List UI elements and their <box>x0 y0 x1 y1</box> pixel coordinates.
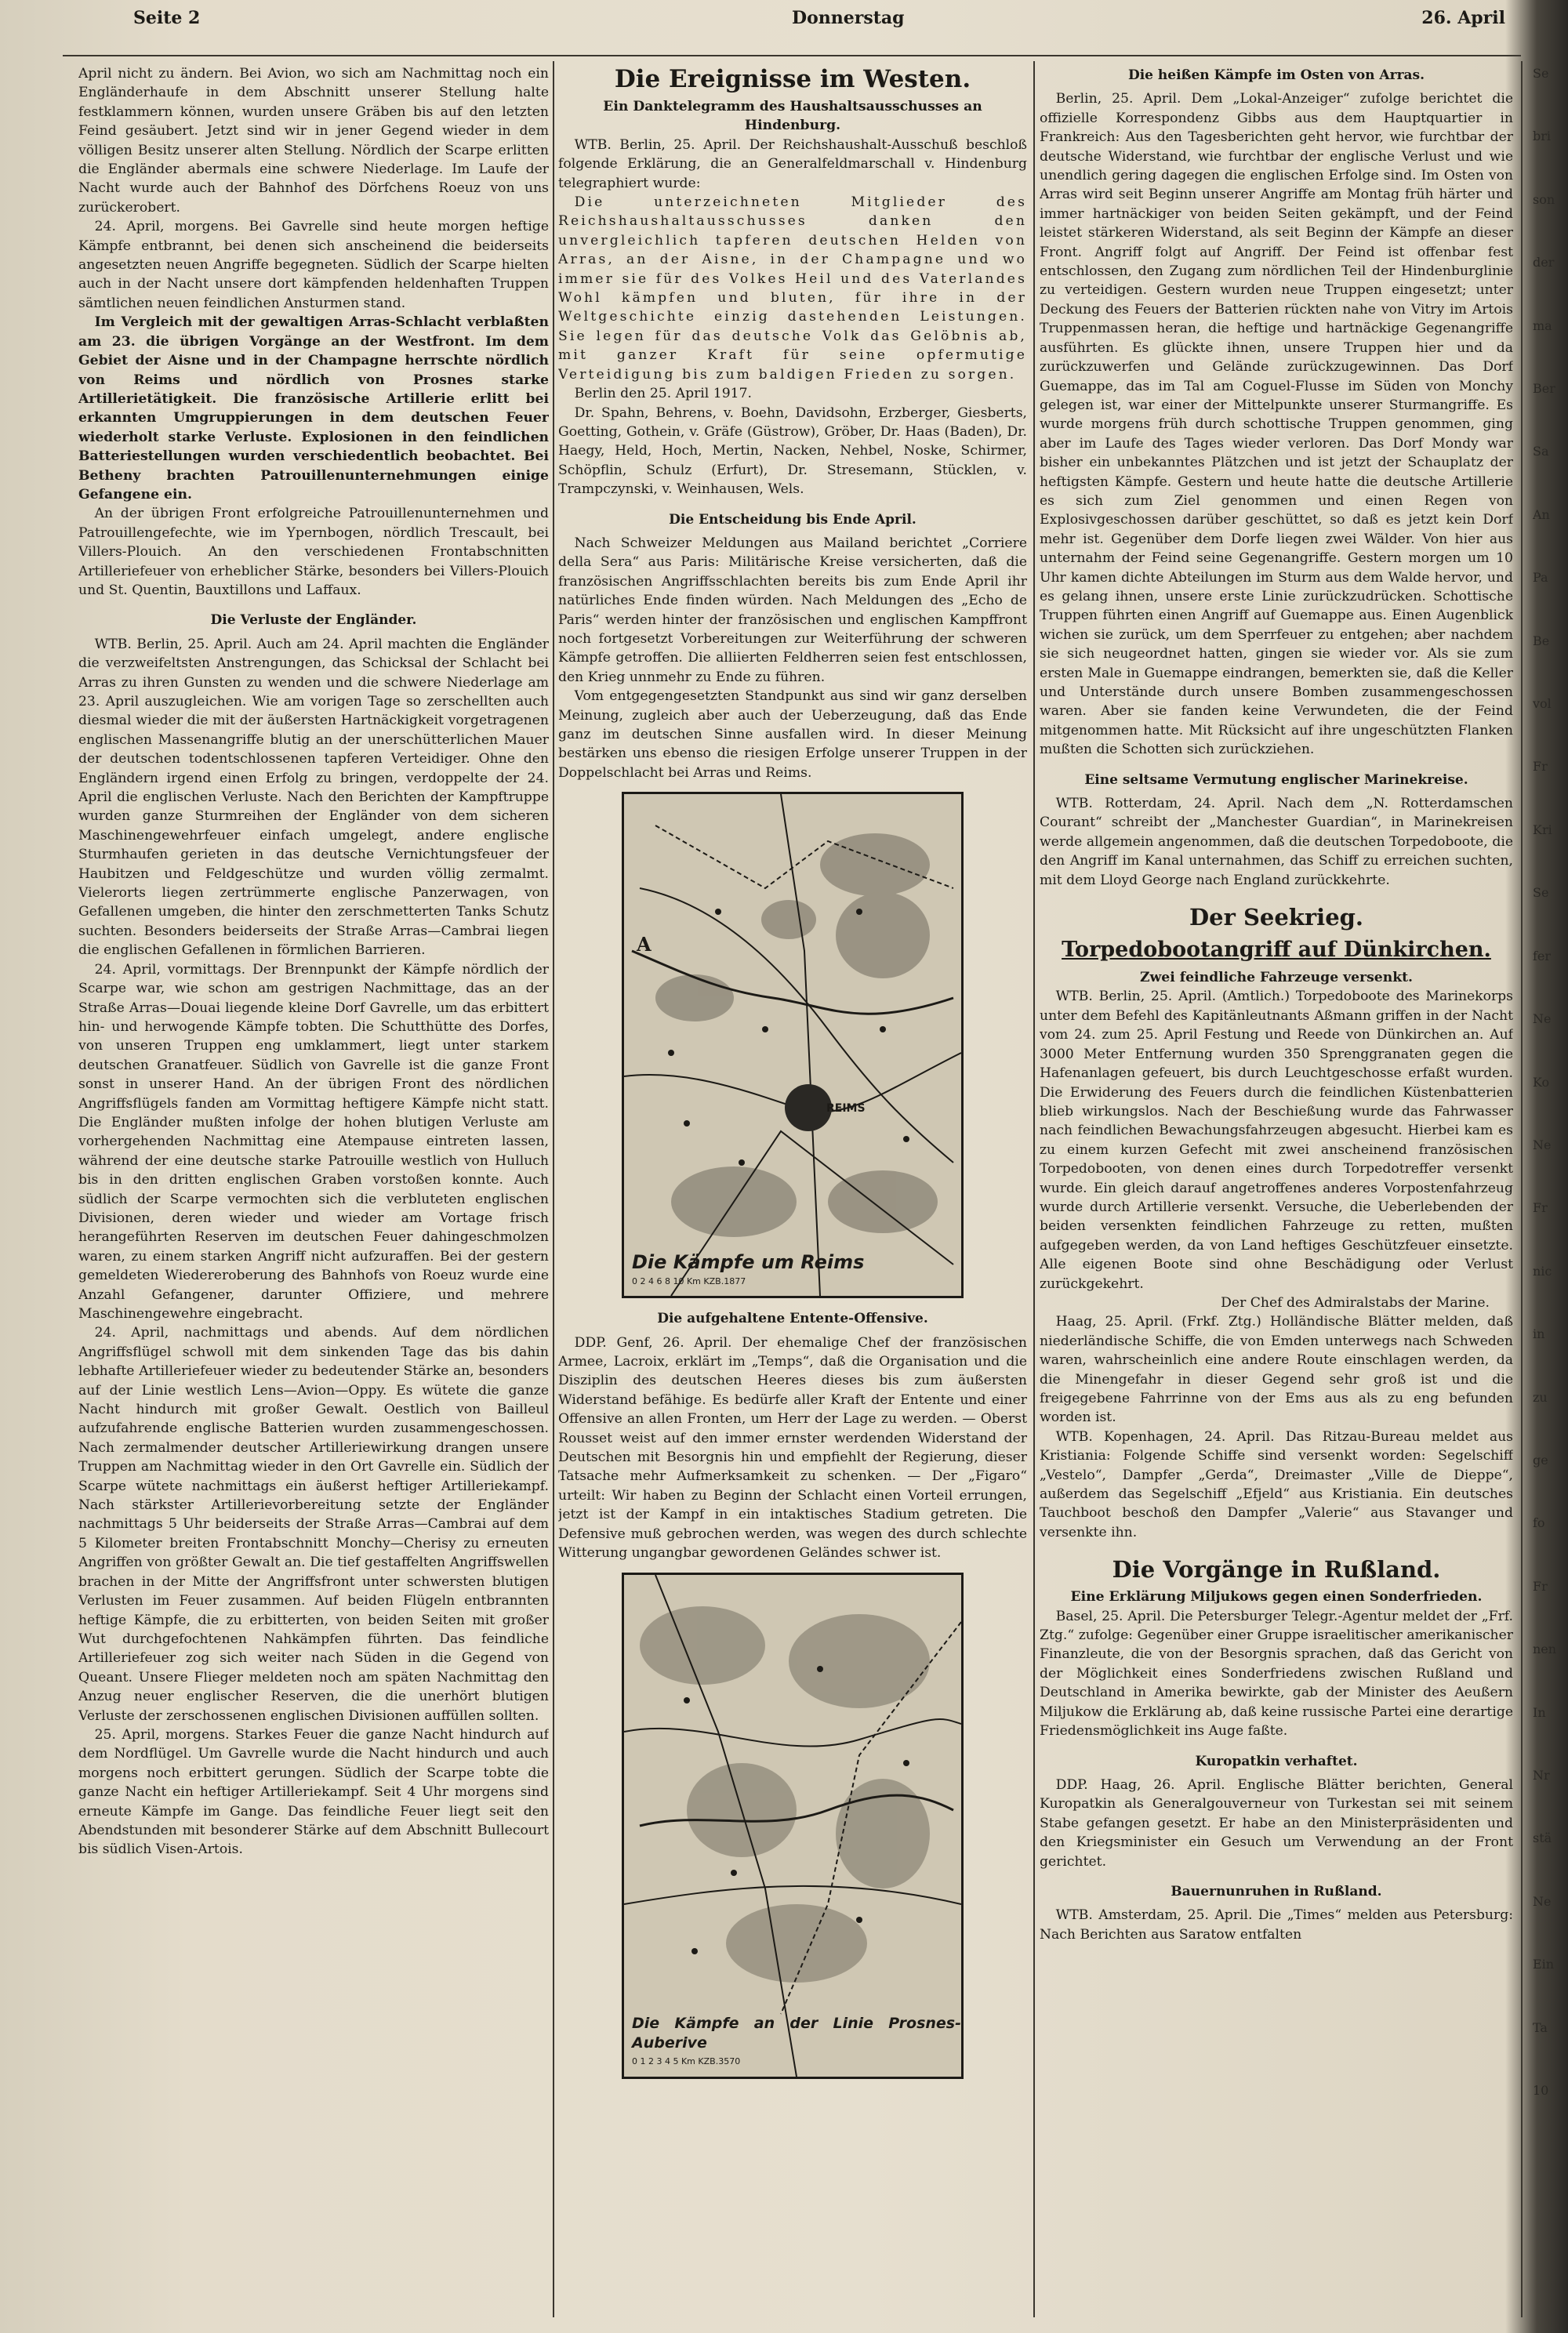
article-title: Der Seekrieg. <box>1189 904 1364 931</box>
cut-off-column <box>1533 64 1564 2302</box>
paragraph: Berlin den 25. April 1917. <box>574 386 752 402</box>
edge-fragment: An <box>1533 506 1550 522</box>
paragraph: Berlin, 25. April. Dem „Lokal-Anzeiger“ zufolge berichtet die offizielle Korrespondenz Gibbs aus dem Hauptquartier in Frankreich: Aus den Tagesberichten geht hervor, wie furchtbar der deutsche Widerstand, wie furchtbar der englische Verlust und wie unendlich gering dagegen die englischen Erfolge sind. Im Osten von Arras wird seit Beginn unserer Angriffe am Montag früh härter und immer hartnäckiger von beiden Seiten gekämpft, und der Feind leistet stärkeren Widerstand, als seit Beginn der Kämpfe an dieser Front. Angriff folgt auf Angriff. Der Feind ist offenbar fest entschlossen, den Zugang zum nördlichen Teil der Hindenburglinie zu verteidigen. Gestern wurden neue Truppen eingesetzt; unter Deckung des Feuers der Batterien rückten nahe von Vitry im Artois Truppenmassen heran, die heftige und hartnäckige Gegenangriffe ausführten. Es glückte ihnen, unsere Truppen hier und da zurückzuwerfen und Gelände zurückzugewinnen. Das Dorf Guemappe, das im Tal am Coguel-Flusse im Süden von Monchy gelegen ist, war einer der Mittelpunkte unserer Sturmangriffe. Es wurde morgens früh durch schottische Truppen genommen, ging aber im Laufe des Tages wieder verloren. Das Dorf Mondy war bisher ein unbekanntes Plätzchen und ist jetzt der Schauplatz der heftigsten Kämpfe. Gestern und heute hatte die deutsche Artillerie es sich zum Ziel genommen und einen Regen von Explosivgeschossen darüber geschüttet, so daß es jetzt kein Dorf mehr ist. Gegenüber dem Dorfe liegen zwei Wälder. Von hier aus unternahm der Feind seine Gegenangriffe. Gestern morgen um 10 Uhr kamen dichte Abteilungen im Sturm aus dem Walde hervor, und es gelang ihnen, unsere erste Linie zurückzudrücken. Schottische Truppen führten einen Angriff auf Guemappe aus. Einen Augenblick wichen sie zurück, um dem Sperrfeuer zu entgehen; aber nachdem sie sich neugeordnet hatten, gingen sie wieder vor. Als sie zum ersten Male in Guemappe eindrangen, bemerkten sie, daß die Keller und Unterstände durch unsere Bomben zusammengeschossen waren. Aber sie fanden keine Verwundeten, die der Feind mitgenommen hatte. Mit Rücksicht auf ihre ungeschützten Flanken mußten die Schotten sich zurückziehen. <box>1040 91 1513 758</box>
edge-fragment: ge <box>1533 1452 1548 1468</box>
column-rule <box>1521 61 1523 2317</box>
map-reference: KZB.3570 <box>698 2056 741 2067</box>
edge-fragment: vol <box>1533 696 1552 712</box>
section-heading: Die aufgehaltene Entente-Offensive. <box>657 1311 928 1327</box>
map-city-label: REIMS <box>826 1102 866 1116</box>
article-subtitle: Eine Erklärung Miljukows gegen einen Sonderfrieden. <box>1070 1589 1483 1606</box>
map-scale-label: 0 1 2 3 4 5 Km <box>632 2056 695 2067</box>
edge-fragment: fer <box>1533 948 1552 963</box>
paragraph: WTB. Berlin, 25. April. (Amtlich.) Torpedoboote des Marinekorps unter dem Befehl des Kapitänleutnants Aßmann griffen in der Nacht vom 24. zum 25. April Festung und Reede von Dünkirchen an. Auf 3000 Meter Entfernung wurden 350 Sprenggranaten gegen die Hafenanlagen gefeuert, bis durch Leuchtgeschosse erfaßt wurden. Die Erwiderung des Feuers durch die feindlichen Küstenbatterien blieb wirkungslos. Nach der Beschießung wurde das Fahrwasser nach feindlichen Bewachungsfahrzeugen abgesucht. Hierbei kam es zu einem kurzen Gefecht mit zwei anscheinend französischen Torpedobooten, von denen eines durch Torpedotreffer versenkt wurde. Ein gleich darauf angetroffenes anderes Vorpostenfahrzeug wurde durch Artillerie versenkt. Versuche, die Ueberlebenden der beiden versenkten feindlichen Fahrzeuge zu retten, mußten aufgegeben werden, da von Land heftiges Geschützfeuer einsetzte. Alle eigenen Boote sind ohne Beschädigung oder Verlust zurückgekehrt. <box>1040 989 1513 1292</box>
column-2 <box>558 64 1027 2302</box>
header-rule <box>63 55 1521 56</box>
paragraph: DDP. Haag, 26. April. Englische Blätter berichten, General Kuropatkin als Generalgouverneur von Turkestan sei mit seinem Stabe gefangen gesetzt. Er habe an den Ministerpräsidenten und den Kriegsminister ein Gesuch um Verwendung an der Front gerichtet. <box>1040 1776 1513 1870</box>
edge-fragment: Ne <box>1533 1137 1552 1152</box>
paragraph: Basel, 25. April. Die Petersburger Telegr.-Agentur meldet der „Frf. Ztg.“ zufolge: Gegenüber einer Gruppe israelitischer amerikanischer Finanzleute, die von der Besorgnis sprachen, daß das Gericht von der Möglichkeit eines Sonderfriedens zwischen Rußland und Deutschland in Amerika bewirkte, gab der Minister des Aeußern Miljukow die Erklärung ab, daß keine russische Partei eine derartige Friedensmöglichkeit ins Auge faßte. <box>1040 1608 1513 1740</box>
edge-fragment: zu <box>1533 1389 1548 1405</box>
edge-fragment: in <box>1533 1326 1545 1342</box>
edge-fragment: Pa <box>1533 570 1548 586</box>
map-reims <box>622 792 964 1298</box>
weekday: Donnerstag <box>792 8 905 28</box>
signatories: Dr. Spahn, Behrens, v. Boehn, Davidsohn, Erzberger, Giesberts, Goetting, Gothein, v. Gräfe (Güstrow), Gröber, Dr. Haas (Baden), Dr. Haegy, Held, Hoch, Mertin, Nacken, Nehbel, Noske, Schirmer, Schöpflin, Schulz (Erfurt), Dr. Stresemann, Stücklen, v. Trampczynski, v. Weinhausen, Wels. <box>558 405 1027 498</box>
edge-fragment: Ne <box>1533 1893 1552 1909</box>
paragraph: April nicht zu ändern. Bei Avion, wo sich am Nachmittag noch ein Engländerhaufe in dem Abschnitt unserer Stellung halte festklammern können, wurden unsere Gräben bis auf den letzten Feind gesäubert. Jetzt sind wir in jener Gegend wieder in dem völligen Besitz unserer alten Stellung. Nördlich der Scarpe erlitten die Engländer abermals eine schwere Niederlage. Im Laufe der Nacht wurde auch der Bahnhof des Dörfchens Roeuz von uns zurückerobert. <box>78 66 549 216</box>
page-header <box>31 5 1505 31</box>
paragraph: WTB. Rotterdam, 24. April. Nach dem „N. Rotterdamschen Courant“ schreibt der „Manchester Guardian“, in Marinekreisen werde allgemein angenommen, daß die deutschen Torpedoboote, die den Angriff im Kanal unternahmen, das Schiff zu erreichen suchten, mit dem Lloyd George nach England zurückkehrte. <box>1040 796 1513 888</box>
edge-fragment: In <box>1533 1704 1546 1720</box>
column-3 <box>1040 64 1513 2302</box>
edge-fragment: bri <box>1533 129 1552 144</box>
map-scale <box>632 1272 864 1291</box>
edge-fragment: nen <box>1533 1642 1557 1657</box>
paragraph: Vom entgegengesetzten Standpunkt aus sind wir ganz derselben Meinung, zugleich aber auch der Ueberzeugung, daß das Ende ganz im deutschen Sinne ausfallen wird. In dieser Meinung bestärken uns ebenso die riesigen Erfolge unserer Truppen in der Doppelschlacht bei Arras und Reims. <box>558 688 1027 781</box>
edge-fragment: son <box>1533 191 1555 207</box>
map-scale <box>632 2052 961 2071</box>
column-1 <box>78 64 549 2302</box>
article-subtitle: Ein Danktelegramm des Haushaltsausschusses an Hindenburg. <box>603 99 982 134</box>
column-rule <box>553 61 554 2317</box>
section-heading: Kuropatkin verhaftet. <box>1195 1753 1358 1769</box>
edge-fragment: Se <box>1533 66 1549 81</box>
edge-fragment: Se <box>1533 885 1549 901</box>
edge-fragment: Nr <box>1533 1767 1550 1783</box>
map-title: Die Kämpfe um Reims <box>632 1251 865 1274</box>
column-rule <box>1033 61 1035 2317</box>
paragraph: Nach Schweizer Meldungen aus Mailand berichtet „Corriere della Sera“ aus Paris: Militärische Kreise versicherten, daß die französischen Angriffsschlachten bereits bis zum Ende April ihr natürliches Ende finden würden. Nach Meldungen des „Echo de Paris“ werden hinter der französischen und englischen Kampffront noch fortgesetzt Vorbereitungen zur Weiterführung der schweren Kämpfe getroffen. Die alliierten Feldherren seien fest entschlossen, den Krieg unnmehr zu Ende zu führen. <box>558 535 1027 685</box>
edge-fragment: nic <box>1533 1263 1552 1279</box>
paragraph: DDP. Genf, 26. April. Der ehemalige Chef der französischen Armee, Lacroix, erklärt im „Temps“, daß die Organisation und die Disziplin des deutschen Heeres dieses bis zum äußersten Widerstand befähige. Es bedürfe aller Kraft der Entente und einer Offensive an allen Fronten, um Herr der Lage zu werden. — Oberst Rousset weist auf den immer ernster werdenden Widerstand der Deutschen mit Besorgnis hin und empfiehlt der Regierung, dieser Tatsache mehr Aufmerksamkeit zu schenken. — Der „Figaro“ urteilt: Wir haben zu Beginn der Schlacht einen Vorteil errungen, jetzt ist der Kampf in ein intaktisches Stadium getreten. Die Defensive muß gebrochen werden, was wegen des durch schlechte Witterung ungangbar gewordenen Geländes schwer ist. <box>558 1334 1027 1562</box>
edge-fragment: Ko <box>1533 1074 1550 1090</box>
date: 26. April <box>1421 8 1505 28</box>
paragraph: Im Vergleich mit der gewaltigen Arras-Schlacht verblaßten am 23. die übrigen Vorgänge an der Westfront. Im dem Gebiet der Aisne und in der Champagne herrschte nördlich von Reims und nördlich von Prosnes starke Artillerietätigkeit. Die französische Artillerie erlitt bei erkannten Umgruppierungen in dem deutschen Feuer wiederholt starke Verluste. Explosionen in den feindlichen Batteriestellungen wurden verschiedentlich beobachtet. Bei Betheny brachten Patrouillenunternehmungen einige Gefangene ein. <box>78 314 549 503</box>
paragraph: 25. April, morgens. Starkes Feuer die ganze Nacht hindurch auf dem Nordflügel. Um Gavrelle wurde die Nacht hindurch und auch morgens noch erbittert gerungen. Südlich der Scarpe tobte die ganze Nacht ein heftiger Artilleriekampf. Seit 4 Uhr morgens sind erneute Kämpfe im Gange. Das feindliche Feuer liegt seit den Abendstunden mit besonderer Stärke auf dem Abschnitt Bullecourt bis südlich Visen-Artois. <box>78 1726 549 1858</box>
edge-fragment: 10 <box>1533 2083 1549 2098</box>
edge-fragment: der <box>1533 255 1555 270</box>
map-reference: KZB.1877 <box>703 1275 746 1286</box>
edge-fragment: Ber <box>1533 381 1555 397</box>
paragraph: WTB. Kopenhagen, 24. April. Das Ritzau-Bureau meldet aus Kristiania: Folgende Schiffe sind versenkt worden: Segelschiff „Vestelo“, Dampfer „Gerda“, Dreimaster „Ville de Dieppe“, außerdem das Segelschiff „Efjeld“ aus Kristiania. Ein deutsches Tauchboot beschoß den Dampfer „Valerie“ aus Stavanger und versenkte ihn. <box>1040 1428 1513 1540</box>
section-heading: Bauernunruhen in Rußland. <box>1171 1883 1382 1899</box>
section-heading: Die Entscheidung bis Ende April. <box>669 511 916 528</box>
edge-fragment: Fr <box>1533 1200 1548 1216</box>
paragraph: WTB. Berlin, 25. April. Der Reichshaushalt-Ausschuß beschloß folgende Erklärung, die an Generalfeldmarschall v. Hindenburg telegraphiert wurde: <box>558 136 1027 191</box>
map-caption <box>632 1253 864 1291</box>
article-subtitle: Zwei feindliche Fahrzeuge versenkt. <box>1139 970 1414 986</box>
page-number: Seite 2 <box>133 8 201 28</box>
paragraph: 24. April, nachmittags und abends. Auf dem nördlichen Angriffsflügel schwoll mit dem sinkenden Tage das bis dahin lebhafte Artilleriefeuer wieder zu bedeutender Stärke an, besonders auf der Linie westlich Lens—Avion—Oppy. Es wütete die ganze Nacht hindurch mit großer Gewalt. Oestlich von Bailleul aufzufahrende englische Batterien wurden zusammengeschossen. Nach zermalmender deutscher Artilleriewirkung drangen unsere Truppen am Nachmittag wieder in den Ort Gavrelle ein. Südlich der Scarpe wütete nachmittags ein äußerst heftiger Artilleriekampf. Nach stärkster Artillerievorbereitung setzte der Engländer nachmittags 5 Uhr beiderseits der Straße Arras—Cambrai auf dem 5 Kilometer breiten Frontabschnitt Monchy—Cherisy zu erneuten Angriffen von größter Gewalt an. Die tief gestaffelten Angriffswellen brachen in der Mitte der Angriffsfront unter schwersten blutigen Verlusten im Feuer zusammen. Auf beiden Flügeln entbrannten heftige Kämpfe, die zu erbitterten, von beiden Seiten mit großer Wut durchgefochtenen Nahkämpfen führten. Das feindliche Artilleriefeuer zog sich weiter nach Süden in die Gegend von Queant. Unsere Flieger meldeten noch am späten Nachmittag den Anzug neuer englischer Reserven, die die unerhört blutigen Verluste der zerschossenen englischen Divisionen auffüllen sollten. <box>78 1325 549 1724</box>
edge-fragment: Kri <box>1533 822 1552 837</box>
svg-text:A: A <box>637 933 652 956</box>
edge-fragment: Sa <box>1533 444 1549 459</box>
edge-fragment: Ne <box>1533 1011 1552 1027</box>
section-heading: Eine seltsame Vermutung englischer Marinekreise. <box>1084 771 1468 788</box>
paragraph: Die unterzeichneten Mitglieder des Reichshaushaltausschusses danken den unvergleichlich tapferen deutschen Helden von Arras, an der Aisne, in der Champagne und wo immer sie für des Volkes Heil und des Vaterlandes Wohl kämpfen und bluten, für ihre in der Weltgeschichte einzig dastehenden Leistungen. Sie legen für das deutsche Volk das Gelöbnis ab, mit ganzer Kraft für seine opfermutige Verteidigung bis zum baldigen Frieden zu sorgen. <box>558 194 1027 383</box>
edge-fragment: Fr <box>1533 1578 1548 1594</box>
paragraph: Haag, 25. April. (Frkf. Ztg.) Holländische Blätter melden, daß niederländische Schiffe, die von Emden unterwegs nach Schweden waren, wahrscheinlich eine andere Route einschlagen werden, da die Minengefahr in dieser Gegend sehr groß ist und die freigegebene Fahrrinne von der Ems aus als zu eng befunden worden ist. <box>1040 1314 1513 1426</box>
map-reims-drawing <box>624 794 961 1296</box>
edge-fragment: Fr <box>1533 759 1548 775</box>
paragraph: WTB. Berlin, 25. April. Auch am 24. April machten die Engländer die verzweifeltsten Anstrengungen, das Schicksal der Schlacht bei Arras zu ihren Gunsten zu wenden und die schwere Niederlage am 23. April auszugleichen. Wie am vorigen Tage so zerschellten auch diesmal wieder die mit der äußersten Hartnäckigkeit vorgetragenen englischen Massenangriffe blutig an der unerschütterlichen Mauer der deutschen todentschlossenen tapferen Verteidiger. Ohne den Engländern irgend einen Erfolg zu bringen, verdoppelte der 24. April die englischen Verluste. Nach den Berichten der Kampftruppe wurden ganze Sturmreihen der Engländer von dem sicheren Maschinengewehrfeuer einfach umgelegt, andere englische Sturmhaufen gerieten in das deutsche Vernichtungsfeuer der Haubitzen und Feldgeschütze und wurden völlig zermalmt. Vielerorts liegen zertrümmerte englische Panzerwagen, von Gefallenen umgeben, die hinter den zerschmetterten Tanks Schutz suchten. Besonders beiderseits der Straße Arras—Cambrai liegen die englischen Gefallenen in förmlichen Barrieren. <box>78 636 549 959</box>
paragraph: 24. April, vormittags. Der Brennpunkt der Kämpfe nördlich der Scarpe war, wie schon am gestrigen Nachmittage, das an der Straße Arras—Douai liegende kleine Dorf Gavrelle, um das erbittert hin- und herwogende Kämpfe tobten. Die Schutthütte des Dorfes, von unseren Truppen eng umklammert, liegt unter starkem deutschen Granatfeuer. Südlich von Gavrelle ist die ganze Front sonst in unserer Hand. An der übrigen Front des nördlichen Angriffsflügels fanden am Vormittag heftigere Kämpfe nicht statt. Die Engländer mußten infolge der hohen blutigen Verluste am vorhergehenden Nachmittag eine Atempause eintreten lassen, während der eine deutsche starke Patrouille westlich von Hulluch bis in den dritten englischen Graben vorstoßen konnte. Auch südlich der Scarpe vermochten sich die verbluteten englischen Divisionen, deren wieder und wieder am Vortage frisch herangeführten Reserven im deutschen Feuer dahingeschmolzen waren, zu einem starken Angriff nicht aufzuraffen. Bei der gestern gemeldeten Wiedereroberung des Bahnhofs von Roeuz wurde eine Anzahl Gefangener, darunter Offiziere, und mehrere Maschinengewehre eingebracht. <box>78 961 549 1322</box>
edge-fragment: ma <box>1533 317 1552 333</box>
article-title: Torpedobootangriff auf Dünkirchen. <box>1062 938 1491 963</box>
paragraph: WTB. Amsterdam, 25. April. Die „Times“ melden aus Petersburg: Nach Berichten aus Saratow entfalten <box>1040 1907 1513 1943</box>
map-prosnes-auberive <box>622 1573 964 2079</box>
edge-fragment: Ta <box>1533 2019 1548 2035</box>
edge-fragment: stä <box>1533 1830 1552 1846</box>
map-title: Die Kämpfe an der Linie Prosnes-Auberive <box>632 2015 961 2052</box>
edge-fragment: fo <box>1533 1515 1545 1531</box>
edge-fragment: Ein <box>1533 1957 1555 1972</box>
article-title: Die Vorgänge in Rußland. <box>1112 1556 1441 1584</box>
section-heading: Die Verluste der Engländer. <box>210 612 417 629</box>
map-prosnes-drawing <box>624 1575 961 2077</box>
map-scale-label: 0 2 4 6 8 10 Km <box>632 1275 701 1286</box>
map-caption <box>632 2014 961 2071</box>
section-heading: Die heißen Kämpfe im Osten von Arras. <box>1127 67 1425 83</box>
edge-fragment: Be <box>1533 633 1550 648</box>
paragraph: 24. April, morgens. Bei Gavrelle sind heute morgen heftige Kämpfe entbrannt, bei denen sich anscheinend die beiderseits angesetzten neuen Angriffe begegneten. Südlich der Scarpe hielten auch in der Nacht unsere dort kämpfenden heldenhaften Truppen sämtlichen neuen feindlichen Ansturmen stand. <box>78 219 549 311</box>
article-title: Die Ereignisse im Westen. <box>614 65 971 93</box>
signature: Der Chef des Admiralstabs der Marine. <box>1221 1294 1490 1311</box>
paragraph: An der übrigen Front erfolgreiche Patrouillenunternehmen und Patrouillengefechte, wie im Ypernbogen, nördlich Trescault, bei Villers-Plouich. An den verschiedenen Frontabschnitten Artilleriefeuer von erheblicher Stärke, besonders bei Villers-Plouich und St. Quentin, Bauxtillons und Laffaux. <box>78 506 549 598</box>
